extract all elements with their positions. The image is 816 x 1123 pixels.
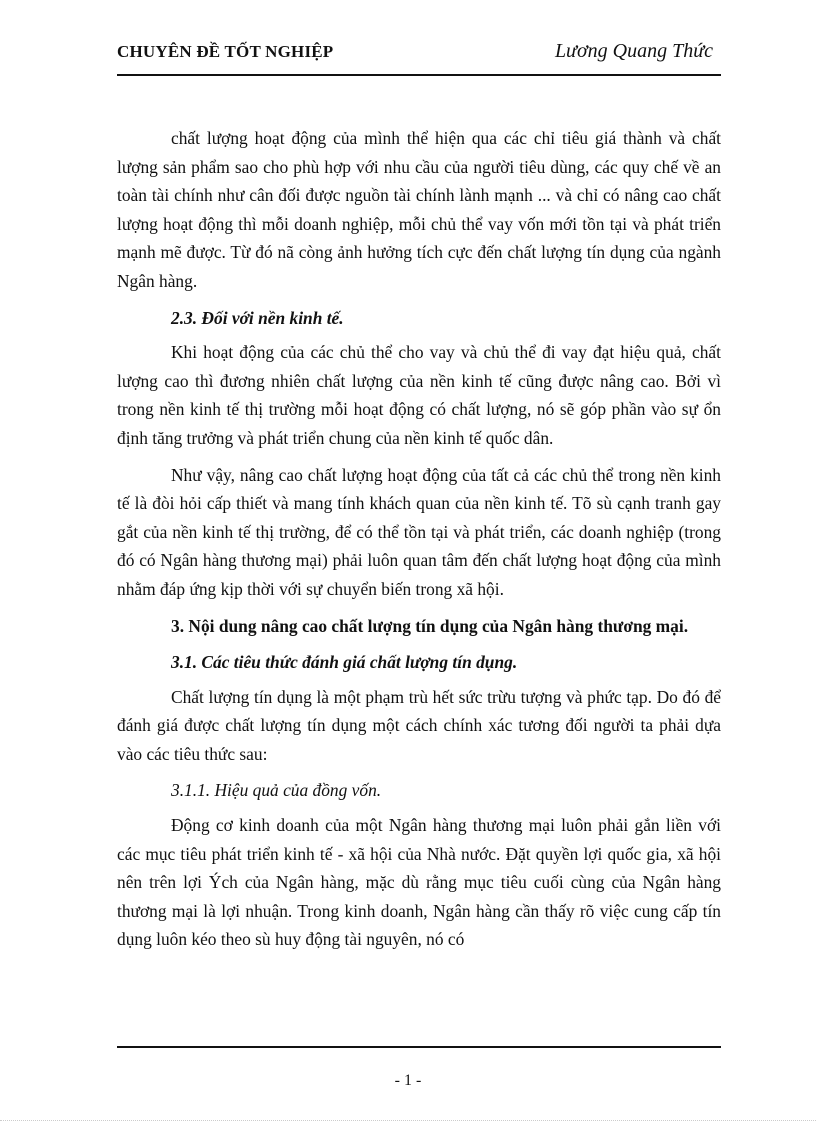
author-name: Lương Quang Thức	[554, 40, 713, 62]
header-divider	[117, 74, 721, 76]
paragraph: Như vậy, nâng cao chất lượng hoạt động của tất cả các chủ thể trong nền kinh tế là đòi hỏi cấp thiết và mang tính khách quan của nền kinh tế. Tõ sù cạnh tranh gay gắt của nền kinh tế thị trường, để có thể tồn tại và phát triển, các doanh nghiệp (trong đó có Ngân hàng thương mại) phải luôn quan tâm đến chất lượng hoạt động của mình nhằm đáp ứng kịp thời với sự chuyển biến trong xã hội.	[117, 464, 721, 599]
page-header	[117, 36, 721, 70]
page-number: - 1 -	[394, 1072, 422, 1089]
footer-divider	[117, 1046, 721, 1048]
paragraph: chất lượng hoạt động của mình thể hiện qua các chỉ tiêu giá thành và chất lượng sản phẩm sao cho phù hợp với nhu cầu của người tiêu dùng, các quy chế về an toàn tài chính như cân đối được nguồn tài chính lành mạnh ... và chỉ có nâng cao chất lượng hoạt động thì mỗi doanh nghiệp, mỗi chủ thể vay vốn mới tồn tại và phát triển mạnh mẽ được. Từ đó nã còng ảnh hưởng tích cực đến chất lượng tín dụng của ngành Ngân hàng.	[117, 128, 721, 291]
paragraph: Động cơ kinh doanh của một Ngân hàng thương mại luôn phải gắn liền với các mục tiêu phát triển kinh tế - xã hội của Nhà nước. Đặt quyền lợi quốc gia, xã hội nên trên lợi Ých của Ngân hàng, mặc dù rằng mục tiêu cuối cùng của Ngân hàng thương mại là lợi nhuận. Trong kinh doanh, Ngân hàng cần thấy rõ việc cung cấp tín dụng luôn kéo theo sù huy động tài nguyên, nó có	[117, 815, 721, 950]
page-edge	[0, 1120, 816, 1121]
document-type-label: CHUYÊN ĐỀ TỐT NGHIỆP	[117, 42, 334, 61]
section-heading-2-3: 2.3. Đối với nền kinh tế.	[171, 307, 344, 328]
section-heading-3: 3. Nội dung nâng cao chất lượng tín dụng của Ngân hàng thương mại.	[171, 615, 689, 636]
paragraph: Chất lượng tín dụng là một phạm trù hết sức trừu tượng và phức tạp. Do đó để đánh giá được chất lượng tín dụng một cách chính xác tương đối người ta phải dựa vào các tiêu thức sau:	[117, 686, 721, 764]
page-body	[117, 124, 721, 954]
section-heading-3-1: 3.1. Các tiêu thức đánh giá chất lượng tín dụng.	[171, 652, 518, 673]
section-heading-3-1-1: 3.1.1. Hiệu quả của đồng vốn.	[171, 780, 382, 801]
paragraph: Khi hoạt động của các chủ thể cho vay và chủ thể đi vay đạt hiệu quả, chất lượng cao thì đương nhiên chất lượng của nền kinh tế cũng được nâng cao. Bởi vì trong nền kinh tế thị trường mỗi hoạt động có chất lượng, nó sẽ góp phần vào sự ổn định tăng trưởng và phát triển chung của nền kinh tế quốc dân.	[117, 342, 721, 448]
